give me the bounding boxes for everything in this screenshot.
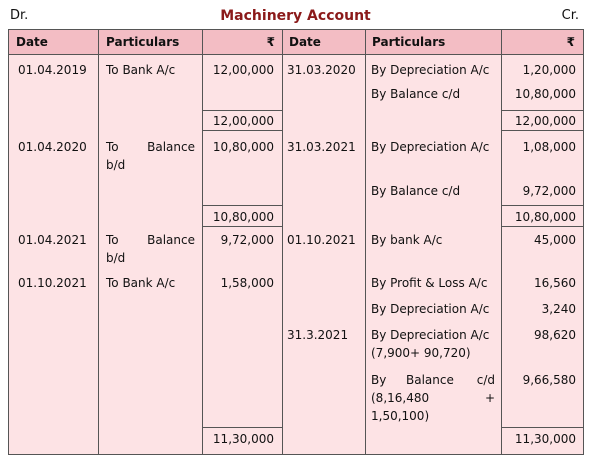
header-particulars-credit: Particulars bbox=[372, 35, 446, 49]
credit-amount: 9,66,580 bbox=[522, 373, 576, 387]
credit-particulars-word: Balance bbox=[406, 373, 454, 387]
debit-particulars-word: To bbox=[106, 233, 119, 247]
credit-particulars: By Depreciation A/c bbox=[371, 63, 490, 77]
debit-amount: 12,00,000 bbox=[212, 63, 274, 77]
debit-date: 01.04.2019 bbox=[18, 63, 87, 77]
total-rule bbox=[501, 130, 583, 131]
debit-grand-total: 11,30,000 bbox=[212, 432, 274, 446]
debit-amount: 10,80,000 bbox=[212, 140, 274, 154]
credit-amount: 1,20,000 bbox=[522, 63, 576, 77]
column-divider-center bbox=[282, 30, 283, 454]
ledger-table bbox=[8, 29, 584, 455]
total-rule bbox=[501, 427, 583, 428]
debit-amount: 9,72,000 bbox=[220, 233, 274, 247]
credit-particulars-word: By bbox=[371, 373, 387, 387]
credit-amount: 45,000 bbox=[534, 233, 576, 247]
credit-amount: 1,08,000 bbox=[522, 140, 576, 154]
debit-date: 01.04.2021 bbox=[18, 233, 87, 247]
credit-particulars: By bank A/c bbox=[371, 233, 443, 247]
header-date-credit: Date bbox=[289, 35, 321, 49]
credit-total: 12,00,000 bbox=[514, 114, 576, 128]
debit-total: 12,00,000 bbox=[212, 114, 274, 128]
credit-amount: 98,620 bbox=[534, 328, 576, 342]
total-rule bbox=[501, 110, 583, 111]
credit-amount: 3,240 bbox=[541, 302, 576, 316]
credit-particulars-note: (7,900+ 90,720) bbox=[371, 346, 471, 360]
debit-date: 01.10.2021 bbox=[18, 276, 87, 290]
credit-particulars-word: + bbox=[484, 391, 495, 405]
column-divider bbox=[365, 30, 366, 454]
credit-amount: 10,80,000 bbox=[514, 87, 576, 101]
debit-particulars-word: Balance bbox=[147, 140, 195, 154]
credit-particulars: By Depreciation A/c bbox=[371, 302, 490, 316]
credit-particulars: By Balance c/d bbox=[371, 184, 461, 198]
credit-date: 31.03.2020 bbox=[287, 63, 356, 77]
credit-particulars-word: c/d bbox=[476, 373, 495, 387]
total-rule bbox=[202, 130, 282, 131]
credit-particulars: By Profit & Loss A/c bbox=[371, 276, 488, 290]
total-rule bbox=[202, 110, 282, 111]
credit-side-label: Cr. bbox=[561, 8, 579, 23]
header-amount-credit: ₹ bbox=[566, 35, 575, 49]
debit-side-label: Dr. bbox=[10, 8, 29, 23]
credit-amount: 16,560 bbox=[534, 276, 576, 290]
debit-particulars-word: b/d bbox=[106, 158, 126, 172]
header-date-debit: Date bbox=[16, 35, 48, 49]
credit-particulars: By Balance c/d bbox=[371, 87, 461, 101]
credit-amount: 9,72,000 bbox=[522, 184, 576, 198]
debit-particulars-word: Balance bbox=[147, 233, 195, 247]
debit-total: 10,80,000 bbox=[212, 210, 274, 224]
credit-particulars-word: (8,16,480 bbox=[371, 391, 430, 405]
total-rule bbox=[501, 226, 583, 227]
debit-particulars: To Bank A/c bbox=[106, 276, 176, 290]
credit-date: 31.03.2021 bbox=[287, 140, 356, 154]
credit-grand-total: 11,30,000 bbox=[514, 432, 576, 446]
debit-particulars-word: b/d bbox=[106, 251, 126, 265]
total-rule bbox=[501, 205, 583, 206]
debit-date: 01.04.2020 bbox=[18, 140, 87, 154]
debit-particulars-word: To bbox=[106, 140, 119, 154]
credit-particulars: By Depreciation A/c bbox=[371, 140, 490, 154]
credit-particulars: By Depreciation A/c bbox=[371, 328, 490, 342]
debit-particulars: To Bank A/c bbox=[106, 63, 176, 77]
credit-particulars-word: 1,50,100) bbox=[371, 409, 430, 423]
credit-date: 01.10.2021 bbox=[287, 233, 356, 247]
credit-total: 10,80,000 bbox=[514, 210, 576, 224]
header-amount-debit: ₹ bbox=[266, 35, 275, 49]
debit-amount: 1,58,000 bbox=[220, 276, 274, 290]
total-rule bbox=[202, 427, 282, 428]
credit-date: 31.3.2021 bbox=[287, 328, 349, 342]
account-title: Machinery Account bbox=[220, 8, 371, 24]
header-particulars-debit: Particulars bbox=[106, 35, 180, 49]
column-divider bbox=[98, 30, 99, 454]
total-rule bbox=[202, 205, 282, 206]
total-rule bbox=[202, 226, 282, 227]
